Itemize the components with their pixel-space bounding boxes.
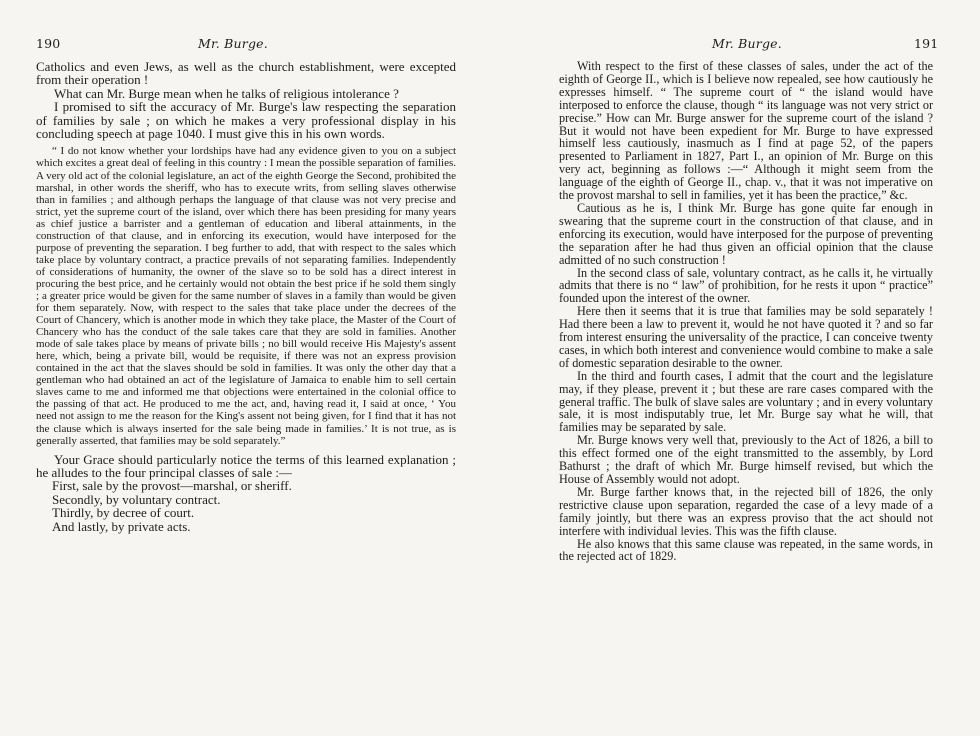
list-item: First, sale by the provost—marshal, or sheriff.	[52, 478, 292, 494]
paragraph: In the third and fourth cases, I admit that the court and the legislature may, if they please, prevent it ; but these are rare cases compared with the general traffic. The bulk of slave sales are voluntary ; and in every voluntary sale, it is most indisputably true, let Mr. Burge say what he will, that families may be separated by sale.	[559, 368, 933, 435]
paragraph: In the second class of sale, voluntary contract, as he calls it, he virtually admits that there is no “ law” of prohibition, for he rests it upon “ practice” founded upon the interest of the owner.	[559, 265, 933, 306]
paragraph: What can Mr. Burge mean when he talks of religious intolerance ?	[54, 85, 399, 101]
paragraph: Catholics and even Jews, as well as the church establishment, were excepted from their operation !	[36, 59, 456, 88]
paragraph: He also knows that this same clause was repeated, in the same words, in the rejected act of 1829.	[559, 536, 933, 564]
block-quote	[36, 145, 456, 446]
page-number: 190	[36, 36, 61, 51]
paragraph: Here then it seems that it is true that families may be sold separately ! Had there been a law to prevent it, would he not have quoted it ? and so far from interest ensuring the universality of the practice, I can conceive twenty cases, in which both interest and convenience would combine to make a sale of domestic separation desirable to the owner.	[559, 304, 933, 370]
right-page-text	[559, 60, 933, 563]
paragraph: Mr. Burge farther knows that, in the rejected bill of 1826, the only restrictive clause upon separation, regarded the case of a levy made of a family jointly, but there was an express proviso that the act should not interfere with individual levies. This was the fifth clause.	[559, 484, 933, 538]
paragraph: Your Grace should particularly notice the terms of this learned explanation ; he alludes to the four principal classes of sale :—	[36, 451, 456, 481]
quote-text: “ I do not know whether your lordships have had any evidence given to you on a subject which excites a great deal of feeling in this country : I mean the possible separation of families. A very old act of the colonial legislature, an act of the eighth George the Second, prohibited the marshal, in other words the sheriff, who has to execute writs, from selling slaves otherwise than in families ; and although perhaps the language of that clause was not very precise and strict, yet the supreme court of the island, over which there has been presiding for many years as chief justice a barrister and a gentleman of education and liberal attainments, in the construction of that clause, and in enforcing its execution, would have interposed for the purpose of preventing the separation. I beg further to add, that with respect to the sales which take place by voluntary contract, a practice prevails of not separating families. Independently of considerations of humanity, the owner of the slave so to be sold has a direct interest in procuring the best price, and he certainly would not obtain the best price if he sold them singly ; a greater price would be given for the same number of slaves in a family than would be given for them separately. Now, with respect to the sales that take place under the decrees of the Court of Chancery, which is another mode in which they take place, the Master of the Court of Chancery who has the conduct of the sale takes care that they are sold in families. Another mode of sale takes place by means of private bills ; no bill would receive His Majesty's assent here, which, being a private bill, would be requisite, if there was not an express provision contained in the act that the slaves should be sold in families. It was only the other day that a gentleman who had obtained an act of the legislature of Jamaica to enable him to sell certain slaves came to me and informed me that objections were entertained in the colonial office to the passing of that act. He produced to me the act, and, having read it, I said at once, ‘ You need not assign to me the reason for the King's assent not being given, for I find that it has not the clause which is always inserted for the sale being made in families.’ It is not true, as is generally asserted, that families may be sold separately.”	[36, 145, 456, 447]
list-item: Thirdly, by decree of court.	[52, 505, 195, 521]
list-item: And lastly, by private acts.	[52, 518, 191, 534]
page-number: 191	[914, 36, 939, 51]
list-item: Secondly, by voluntary contract.	[52, 491, 221, 507]
running-head: Mr. Burge.	[712, 36, 782, 51]
running-head: Mr. Burge.	[198, 36, 268, 51]
paragraph: With respect to the first of these classes of sales, under the act of the eighth of George II., which is I believe now repealed, see how cautiously he expresses himself. “ The supreme court of “ the island would have interposed to enforce the clause, though “ its language was not very strict or precise.” How can Mr. Burge answer for the supreme court of the island ? But it would not have been expedient for Mr. Burge to have expressed himself less cautiously, inasmuch as I find at page 52, of the papers presented to Parliament in 1827, Part I., an opinion of Mr. Burge on this very act, beginning as follows :—“ Although it might seem from the language of the eighth of George II., chap. v., that it was not imperative on the provost marshal to sell in families, yet it has been the practice,” &c.	[559, 59, 933, 203]
paragraph: I promised to sift the accuracy of Mr. Burge's law respecting the separation of families by sale ; on which he makes a very professional display in his concluding speech at page 1040. I must give this in his own words.	[36, 99, 456, 142]
paragraph: Cautious as he is, I think Mr. Burge has gone quite far enough in swearing that the supreme court in the construction of that clause, and in enforcing its execution, would have interposed for the purpose of preventing the separation after he had thus given an official opinion that the clause admitted of no such construction !	[559, 200, 933, 267]
left-page-text	[36, 60, 456, 533]
right-page	[490, 0, 980, 736]
paragraph: Mr. Burge knows very well that, previously to the Act of 1826, a bill to this effect formed one of the eight transmitted to the assembly, by Lord Bathurst ; the draft of which Mr. Burge himself revised, but which the House of Assembly would not adopt.	[559, 433, 933, 486]
